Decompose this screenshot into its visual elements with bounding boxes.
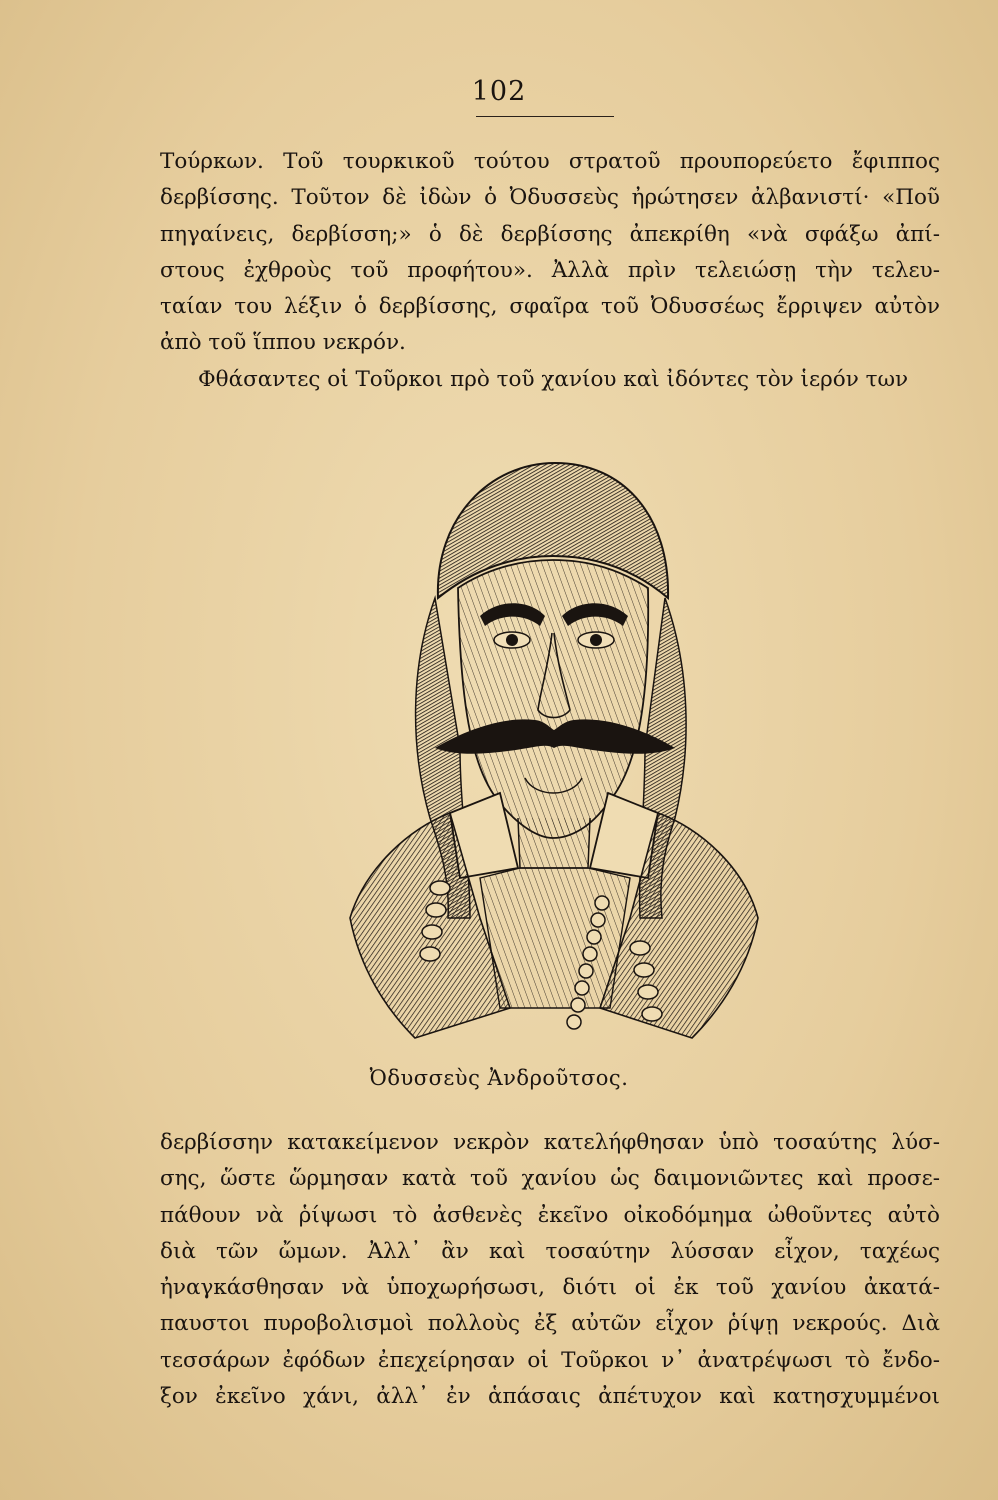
text-line: τεσσάρων ἐφόδων ἐπεχείρησαν οἱ Τοῦρκοι ν᾽ ἀνατρέψωσι τὸ ἔνδο- [160,1347,940,1373]
text-line: διὰ τῶν ὤμων. Ἀλλ᾽ ἂν καὶ τοσαύτην λύσσαν εἶχον, ταχέως [160,1238,940,1264]
text-line: δερβίσσης. Τοῦτον δὲ ἰδὼν ὁ Ὀδυσσεὺς ἠρώτησεν ἀλβανιστί· «Ποῦ [160,185,940,211]
bottom-text-block [160,1125,940,1415]
portrait-engraving [340,448,760,1048]
text-line: πάθουν νὰ ῥίψωσι τὸ ἀσθενὲς ἐκεῖνο οἰκοδόμημα ὠθοῦντες αὐτὸ [160,1202,940,1228]
text-line: παυστοι πυροβολισμοὶ πολλοὺς ἐξ αὐτῶν εἶχον ῥίψῃ νεκρούς. Διὰ [160,1311,940,1337]
text-line: στους ἐχθροὺς τοῦ προφήτου». Ἀλλὰ πρὶν τελειώσῃ τὴν τελευ- [160,257,940,283]
page-number: 102 [471,76,527,107]
illustration-caption: Ὀδυσσεὺς Ἀνδροῦτσος. [369,1066,629,1090]
header-rule [476,116,614,117]
text-line: ταίαν του λέξιν ὁ δερβίσσης, σφαῖρα τοῦ Ὀδυσσέως ἔρριψεν αὐτὸν [160,294,940,320]
text-line: ἀπὸ τοῦ ἵππου νεκρόν. [160,330,406,356]
text-line: σης, ὥστε ὥρμησαν κατὰ τοῦ χανίου ὡς δαιμονιῶντες καὶ προσε- [160,1166,940,1192]
face [458,560,648,838]
text-line: πηγαίνεις, δερβίσση;» ὁ δὲ δερβίσσης ἀπεκρίθη «νὰ σφάξω ἀπί- [160,221,940,247]
chest [480,868,630,1008]
text-line: δερβίσσην κατακείμενον νεκρὸν κατελήφθησαν ὑπὸ τοσαύτης λύσ- [160,1130,940,1155]
text-line: ξον ἐκεῖνο χάνι, ἀλλ᾽ ἐν ἁπάσαις ἀπέτυχον καὶ κατησχυμμένοι [160,1384,940,1410]
text-line: ἠναγκάσθησαν νὰ ὑποχωρήσωσι, διότι οἱ ἐκ τοῦ χανίου ἀκατά- [160,1275,940,1301]
text-line: Φθάσαντες οἱ Τοῦρκοι πρὸ τοῦ χανίου καὶ ἰδόντες τὸν ἱερόν των [198,366,909,392]
top-text-block [160,144,940,398]
text-line: Τούρκων. Τοῦ τουρκικοῦ τούτου στρατοῦ προυπορεύετο ἔφιππος [160,149,940,174]
